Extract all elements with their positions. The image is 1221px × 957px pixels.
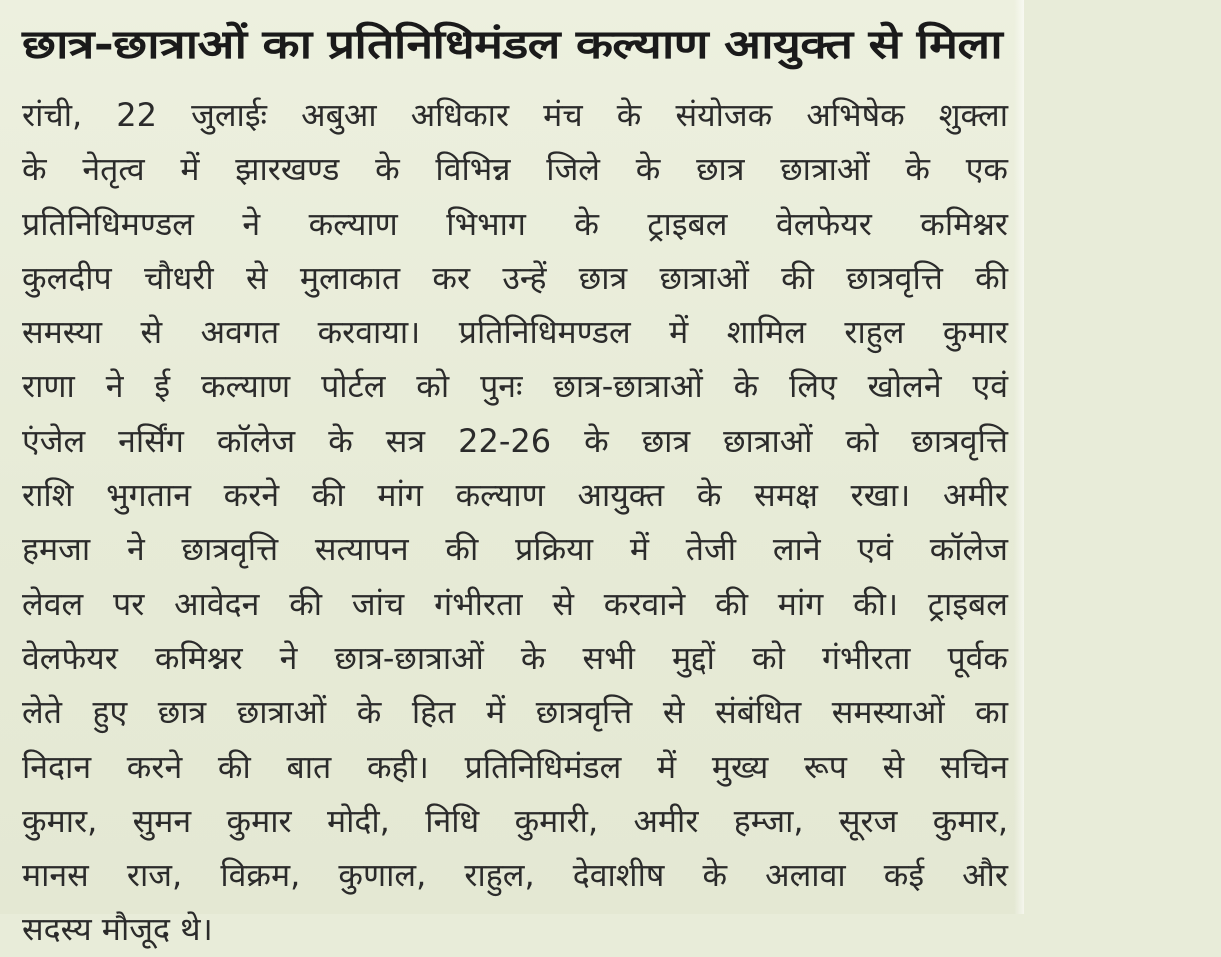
article-line: रांची, 22 जुलाईः अबुआ अधिकार मंच के संयोजक अभिषेक शुक्ला — [22, 96, 1008, 134]
article-line: कुलदीप चौधरी से मुलाकात कर उन्हें छात्र छात्राओं की छात्रवृत्ति की — [22, 258, 1008, 297]
article-line: लेते हुए छात्र छात्राओं के हित में छात्रवृत्ति से संबंधित समस्याओं का — [22, 693, 1008, 732]
article-line: राणा ने ई कल्याण पोर्टल को पुनः छात्र-छात्राओं के लिए खोलने एवं — [22, 367, 1008, 406]
article-line: मानस राज, विक्रम, कुणाल, राहुल, देवाशीष के अलावा कई और — [22, 856, 1008, 895]
article-line: एंजेल नर्सिंग कॉलेज के सत्र 22-26 के छात्र छात्राओं को छात्रवृत्ति — [22, 421, 1008, 460]
article-line: के नेतृत्व में झारखण्ड के विभिन्न जिले के छात्र छात्राओं के एक — [22, 150, 1008, 189]
article-line: प्रतिनिधिमण्डल ने कल्याण भिभाग के ट्राइबल वेलफेयर कमिश्नर — [22, 204, 1008, 243]
paper-edge-highlight — [1014, 0, 1024, 914]
article-line: निदान करने की बात कही। प्रतिनिधिमंडल में मुख्य रूप से सचिन — [22, 747, 1008, 786]
article-line: कुमार, सुमन कुमार मोदी, निधि कुमारी, अमीर हम्जा, सूरज कुमार, — [22, 801, 1008, 840]
article-line: समस्या से अवगत करवाया। प्रतिनिधिमण्डल में शामिल राहुल कुमार — [22, 313, 1008, 352]
article-headline: छात्र-छात्राओं का प्रतिनिधिमंडल कल्याण आयुक्त से मिला — [22, 22, 1003, 68]
article-line: लेवल पर आवेदन की जांच गंभीरता से करवाने की मांग की। ट्राइबल — [22, 584, 1008, 623]
article-line: हमजा ने छात्रवृत्ति सत्यापन की प्रक्रिया में तेजी लाने एवं कॉलेज — [22, 530, 1008, 569]
article-line: राशि भुगतान करने की मांग कल्याण आयुक्त के समक्ष रखा। अमीर — [22, 476, 1008, 515]
article-line-final: सदस्य मौजूद थे। — [22, 910, 213, 949]
article-body — [22, 88, 1008, 957]
article-line: वेलफेयर कमिश्नर ने छात्र-छात्राओं के सभी मुद्दों को गंभीरता पूर्वक — [22, 638, 1008, 677]
